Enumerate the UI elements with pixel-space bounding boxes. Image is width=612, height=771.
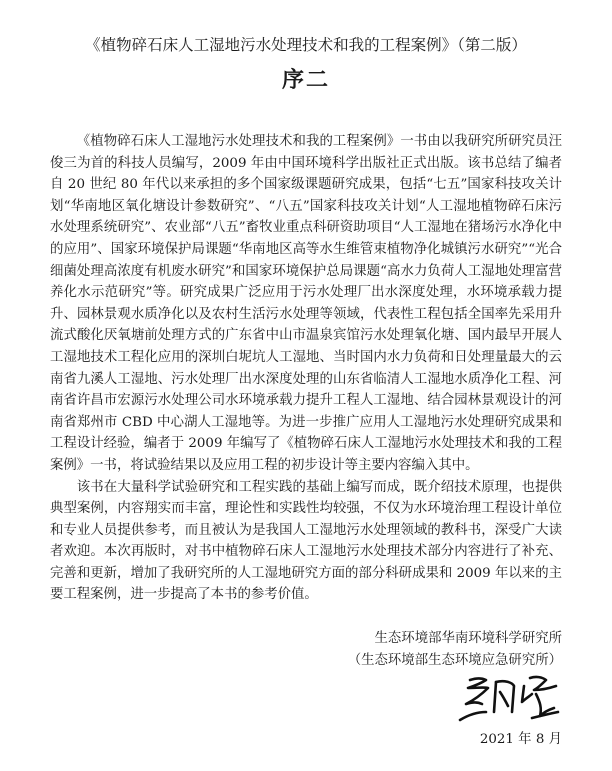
organization-name: 生态环境部华南环境科学研究所: [374, 631, 562, 646]
book-title: 《植物碎石床人工湿地污水处理技术和我的工程案例》（第二版）: [85, 36, 527, 54]
preface-body: [50, 131, 562, 606]
preface-title: 序二: [281, 68, 330, 93]
organization-alt-name: （生态环境部生态环境应急研究所）: [347, 653, 562, 668]
signature-organization-block: [348, 628, 562, 672]
body-paragraph: 该书在大量科学试验研究和工程实践的基础上编写而成，既介绍技术原理，也提供典型案例，内容翔实而丰富，理论性和实践性均较强，不仅为水环境治理工程设计单位和专业人员提供参考，而且被认为是我国人工湿地污水处理领域的教科书，深受广大读者欢迎。本次再版时，对书中植物碎石床人工湿地污水处理技术部分内容进行了补充、完善和更新，增加了我研究所的人工湿地研究方面的部分科研成果和 2009 年以来的主要工程案例，进一步提高了本书的参考价值。: [50, 479, 562, 603]
date: 2021 年 8 月: [479, 732, 562, 747]
body-paragraph: 《植物碎石床人工湿地污水处理技术和我的工程案例》一书由以我研究所研究员汪俊三为首的科技人员编写，2009 年由中国环境科学出版社正式出版。该书总结了编者自 20 世纪 80 年代以来承担的多个国家级课题研究成果，包括“七五”国家科技攻关计划“华南地区氧化塘设计参数研究”、“八五”国家科技攻关计划“人工湿地植物碎石床污水处理系统研究”、农业部“八五”畜牧业重点科研资助项目“人工湿地在猪场污水净化中的应用”、国家环境保护局课题“华南地区高等水生维管束植物净化城镇污水研究”“光合细菌处理高浓度有机废水研究”和国家环境保护总局课题“高水力负荷人工湿地处理富营养化水示范研究”等。研究成果广泛应用于污水处理厂出水深度处理，水环境承载力提升、园林景观水质净化以及农村生活污水处理等领域，代表性工程包括全国率先采用升流式酸化厌氧塘前处理方式的广东省中山市温泉宾馆污水处理氧化塘、国内最早开展人工湿地技术工程化应用的深圳白坭坑人工湿地、当时国内水力负荷和日处理量最大的云南省九溪人工湿地、污水处理厂出水深度处理的山东省临清人工湿地水质净化工程、河南省许昌市宏源污水处理公司水环境承载力提升工程人工湿地、结合园林景观设计的河南省郑州市 CBD 中心湖人工湿地等。为进一步推广应用人工湿地污水处理研究成果和工程设计经验，编者于 2009 年编写了《植物碎石床人工湿地污水处理技术和我的工程案例》一书，将试验结果以及应用工程的初步设计等主要内容编入其中。: [50, 134, 562, 473]
handwritten-signature-icon: [452, 672, 562, 724]
